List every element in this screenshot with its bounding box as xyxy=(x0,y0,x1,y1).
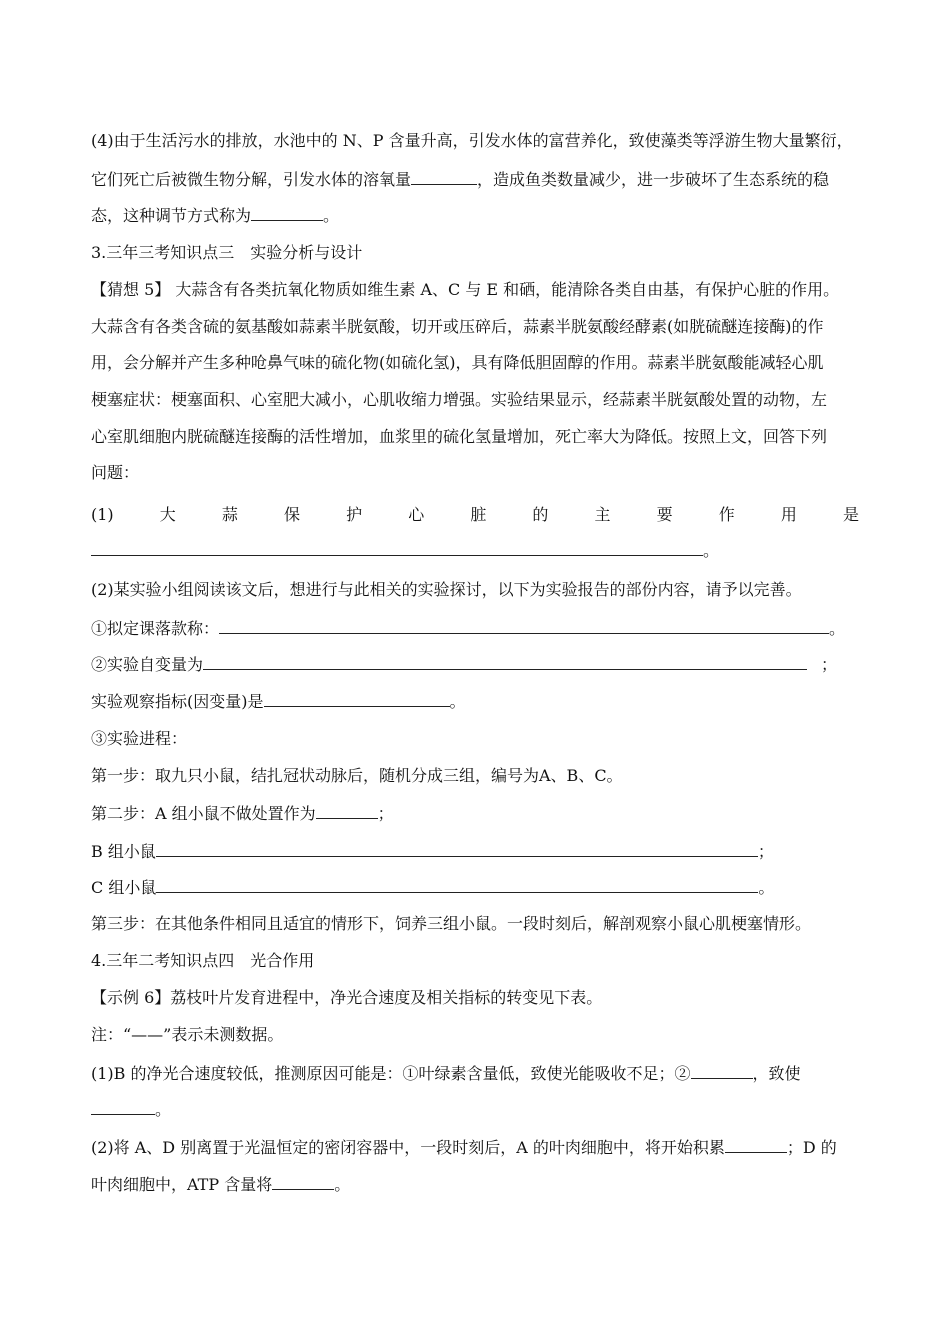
answer-blank[interactable] xyxy=(91,1099,155,1115)
answer-blank[interactable] xyxy=(264,691,450,707)
guess5-line-6: 问题： xyxy=(91,463,140,482)
step-2-c-end: 。 xyxy=(758,878,775,897)
guess5-q1-answer-line xyxy=(91,540,719,562)
guess5-q2-intro: (2)某实验小组阅读该文后，想进行与此相关的实验探讨，以下为实验报告的部份内容，请予以完善。 xyxy=(91,580,802,599)
answer-blank[interactable] xyxy=(316,803,378,819)
q4-line-2-text-end: ，造成鱼类数量减少，进一步破坏了生态系统的稳 xyxy=(477,170,830,189)
q4-line-1: (4)由于生活污水的排放，水池中的 N、P 含量升高，引发水体的富营养化，致使藻类等浮游生物大量繁衍， xyxy=(91,131,853,150)
item-2-variable xyxy=(91,654,837,676)
q4-line-2 xyxy=(91,169,829,191)
item-1-label: ①拟定课落款称： xyxy=(91,619,220,638)
example-6-q2-text-end: ；D 的 xyxy=(786,1138,837,1157)
guess5-line-4: 梗塞症状：梗塞面积、心室肥大减小，心肌收缩力增强。实验结果显示，经蒜素半胱氨酸处置的动物，左 xyxy=(91,390,828,409)
example-6-q2-text-2: 叶肉细胞中，ATP 含量将 xyxy=(91,1175,273,1194)
item-1-title xyxy=(91,618,845,640)
step-3: 第三步：在其他条件相同且适宜的情形下，饲养三组小鼠。一段时刻后，解剖观察小鼠心肌梗塞情形。 xyxy=(91,914,812,933)
guess5-line-3: 用，会分解并产生多种呛鼻气味的硫化物(如硫化氢)，具有降低胆固醇的作用。蒜素半胱氨酸能减轻心肌 xyxy=(91,353,824,372)
answer-blank[interactable] xyxy=(156,877,758,893)
q1-word: 的 xyxy=(532,505,549,524)
section-4-title: 4.三年二考知识点四 光合作用 xyxy=(91,951,315,970)
q4-line-2-text: 它们死亡后被微生物分解，引发水体的溶氧量 xyxy=(91,170,412,189)
q1-word: 是 xyxy=(842,505,859,524)
answer-blank[interactable] xyxy=(725,1137,787,1153)
q4-line-3 xyxy=(91,205,339,227)
example-6-q1-text-end: ，致使 xyxy=(752,1064,801,1083)
dependent-label: 实验观察指标(因变量)是 xyxy=(91,692,264,711)
q4-line-3-text: 态，这种调节方式称为 xyxy=(91,206,252,225)
q1-word: 作 xyxy=(718,505,735,524)
step-2-c-label: C 组小鼠 xyxy=(91,878,157,897)
item-2-label: ②实验自变量为 xyxy=(91,655,204,674)
item-2-end: ； xyxy=(821,655,838,674)
guess5-line-1: 【猜想 5】 大蒜含有各类抗氧化物质如维生素 A、C 与 E 和硒，能清除各类自由基，有保护心脏的作用。 xyxy=(91,280,840,299)
answer-blank[interactable] xyxy=(91,540,703,556)
step-2-a-label: 第二步：A 组小鼠不做处置作为 xyxy=(91,804,316,823)
step-2-b xyxy=(91,841,774,863)
q1-word: 大 xyxy=(159,505,176,524)
answer-blank[interactable] xyxy=(203,654,807,670)
q1-word: 脏 xyxy=(470,505,487,524)
example-6-title: 【示例 6】荔枝叶片发育进程中，净光合速度及相关指标的转变见下表。 xyxy=(91,988,603,1007)
answer-blank[interactable] xyxy=(272,1174,334,1190)
step-2-b-end: ； xyxy=(757,842,774,861)
q1-word: 蒜 xyxy=(221,505,238,524)
q1-end: 。 xyxy=(703,541,720,560)
answer-blank[interactable] xyxy=(219,618,829,634)
item-1-end: 。 xyxy=(829,619,846,638)
example-6-q1-line-2 xyxy=(91,1099,171,1121)
section-3-title: 3.三年三考知识点三 实验分析与设计 xyxy=(91,243,363,262)
answer-blank[interactable] xyxy=(411,169,477,185)
example-6-q1-line-1 xyxy=(91,1063,801,1085)
q1-word: 心 xyxy=(408,505,425,524)
example-6-q2-end: 。 xyxy=(334,1175,351,1194)
q1-word: 要 xyxy=(656,505,673,524)
step-2-b-label: B 组小鼠 xyxy=(91,842,156,861)
example-6-q1-text: (1)B 的净光合速度较低，推测原因可能是：①叶绿素含量低，致使光能吸收不足；② xyxy=(91,1064,691,1083)
q1-word: 主 xyxy=(594,505,611,524)
q1-word: (1) xyxy=(91,505,114,524)
step-2-a-end: ； xyxy=(377,804,394,823)
step-1: 第一步：取九只小鼠，结扎冠状动脉后，随机分成三组，编号为A、B、C。 xyxy=(91,766,623,785)
dependent-variable xyxy=(91,691,466,713)
answer-blank[interactable] xyxy=(251,205,323,221)
guess5-line-2: 大蒜含有各类含硫的氨基酸如蒜素半胱氨酸，切开或压碎后，蒜素半胱氨酸经酵素(如胱硫醚连接酶)的作 xyxy=(91,317,824,336)
answer-blank[interactable] xyxy=(156,841,758,857)
q1-word: 护 xyxy=(346,505,363,524)
item-3-process: ③实验进程： xyxy=(91,729,188,748)
q1-word: 用 xyxy=(780,505,797,524)
guess5-line-5: 心室肌细胞内胱硫醚连接酶的活性增加，血浆里的硫化氢量增加，死亡率大为降低。按照上文，回答下列 xyxy=(91,427,828,446)
dependent-end: 。 xyxy=(449,692,466,711)
example-6-q1-end: 。 xyxy=(155,1100,172,1119)
example-6-note: 注：“——”表示未测数据。 xyxy=(91,1025,284,1044)
example-6-q2-line-2 xyxy=(91,1174,350,1196)
step-2-a xyxy=(91,803,394,825)
example-6-q2-line-1 xyxy=(91,1137,837,1159)
q1-word: 保 xyxy=(283,505,300,524)
step-2-c xyxy=(91,877,774,899)
example-6-q2-text: (2)将 A、D 别离置于光温恒定的密闭容器中，一段时刻后，A 的叶肉细胞中，将开始积累 xyxy=(91,1138,725,1157)
guess5-q1 xyxy=(91,504,859,526)
answer-blank[interactable] xyxy=(691,1063,753,1079)
q4-line-3-end: 。 xyxy=(323,206,340,225)
